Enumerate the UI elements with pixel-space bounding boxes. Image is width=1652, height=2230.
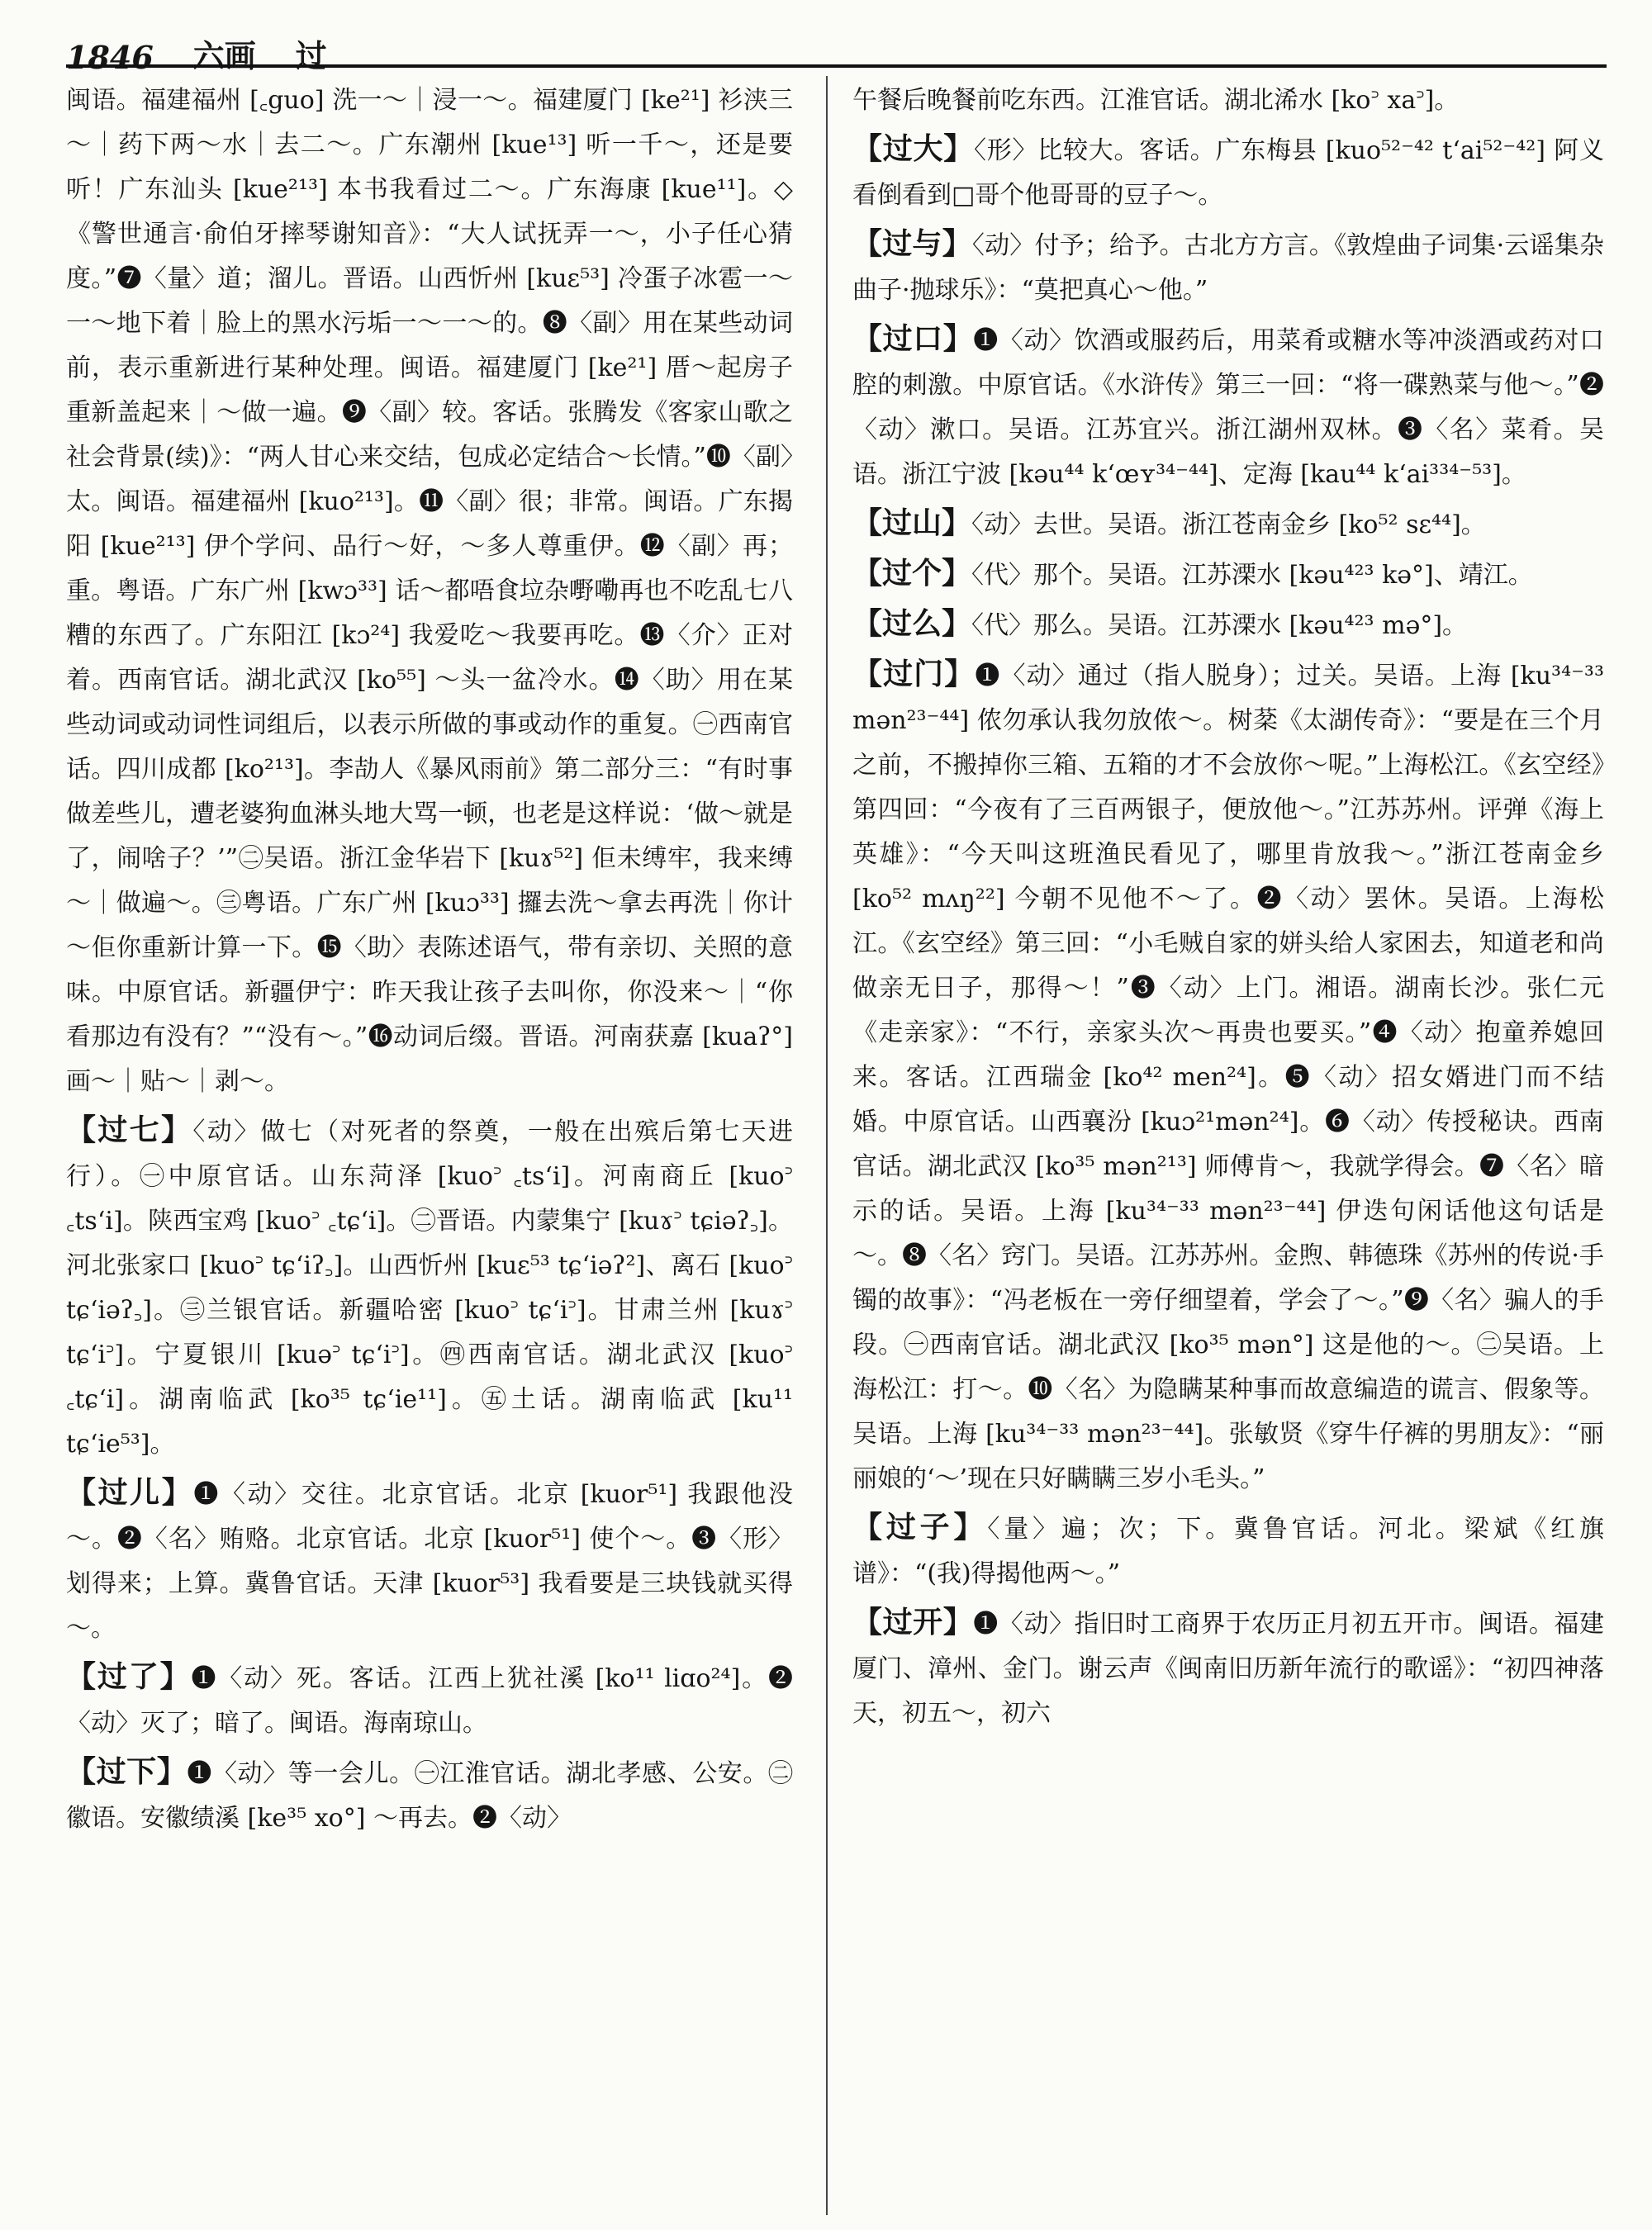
dictionary-entry <box>852 316 1604 497</box>
right-column <box>852 76 1604 2223</box>
header-character: 过 <box>295 37 327 74</box>
entry-headword: 【过下】 <box>66 1754 188 1789</box>
dictionary-entry <box>852 221 1604 313</box>
entry-text: 闽语。福建福州 [꜀guo] 洗一～｜浸一～。福建厦门 [ke²¹] 衫浃三～｜药下两～水｜去二～。广东潮州 [kue¹³] 听一千～，还是要听！广东汕头 [kue²¹³] 本书我看过二～。广东海康 [kue¹¹]。◇《警世通言·俞伯牙摔琴谢知音》：“大人试抚弄一～，小子任心猜度。”❼〈量〉道；溜儿。晋语。山西忻州 [kuɛ⁵³] 冷蛋子冰雹一～一～地下着｜脸上的黑水污垢一～一～的。❽〈副〉用在某些动词前，表示重新进行某种处理。闽语。福建厦门 [ke²¹] 厝～起房子重新盖起来｜～做一遍。❾〈副〉较。客话。张腾发《客家山歌之社会背景(续)》：“两人甘心来交结，包成必定结合～长情。”❿〈副〉太。闽语。福建福州 [kuo²¹³]。⓫〈副〉很；非常。闽语。广东揭阳 [kue²¹³] 伊个学问、品行～好，～多人尊重伊。⓬〈副〉再；重。粤语。广东广州 [kwɔ³³] 话～都唔食垃杂嘢嘞再也不吃乱七八糟的东西了。广东阳江 [kɔ²⁴] 我爱吃～我要再吃。⓭〈介〉正对着。西南官话。湖北武汉 [ko⁵⁵] ～头一盆冷水。⓮〈助〉用在某些动词或动词性词组后，以表示所做的事或动作的重复。㊀西南官话。四川成都 [ko²¹³]。李劼人《暴风雨前》第二部分三：“有时事做差些儿，遭老婆狗血淋头地大骂一顿，也老是这样说：‘做～就是了，闹啥子？’”㊁吴语。浙江金华岩下 [kuɤ⁵²] 佢未缚牢，我来缚～｜做遍～。㊂粤语。广东广州 [kuɔ³³] 攞去洗～拿去再洗｜你计～佢你重新计算一下。⓯〈助〉表陈述语气，带有亲切、关照的意味。中原官话。新疆伊宁：昨天我让孩子去叫你，你没来～｜“你看那边有没有？”“没有～。”⓰动词后缀。晋语。河南获嘉 [kuaʔ°] 画～｜贴～｜剥～。 <box>66 86 793 1096</box>
section-label: 六画 <box>192 37 256 74</box>
dictionary-entry <box>852 1600 1604 1736</box>
entry-headword: 【过门】 <box>852 657 976 691</box>
dictionary-entry <box>852 76 1604 123</box>
entry-text: ❶〈动〉饮酒或服药后，用菜肴或糖水等冲淡酒或药对口腔的刺激。中原官话。《水浒传》第三一回：“将一碟熟菜与他～。”❷〈动〉漱口。吴语。江苏宜兴。浙江湖州双林。❸〈名〉菜肴。吴语。浙江宁波 [kəu⁴⁴ kʻœʏ³⁴⁻⁴⁴]、定海 [kau⁴⁴ kʻai³³⁴⁻⁵³]。 <box>852 326 1604 489</box>
entry-headword: 【过山】 <box>852 505 972 540</box>
entry-text: 〈动〉付予；给予。古北方方言。《敦煌曲子词集·云谣集杂曲子·抛球乐》：“莫把真心～他。” <box>852 231 1604 305</box>
dictionary-entry <box>66 76 793 1104</box>
entry-text: ❶〈动〉通过（指人脱身）；过关。吴语。上海 [ku³⁴⁻³³ mən²³⁻⁴⁴] 侬勿承认我勿放侬～。树棻《太湖传奇》：“要是在三个月之前，不搬掉你三箱、五箱的才不会放你～呢。”上海松江。《玄空经》第四回：“今夜有了三百两银子，便放他～。”江苏苏州。评弹《海上英雄》：“今天叫这班渔民看见了，哪里肯放我～。”浙江苍南金乡 [ko⁵² mʌŋ²²] 今朝不见他不～了。❷〈动〉罢休。吴语。上海松江。《玄空经》第三回：“小毛贼自家的姘头给人家困去，知道老和尚做亲无日子，那得～！”❸〈动〉上门。湘语。湖南长沙。张仁元《走亲家》：“不行，亲家头次～再贵也要买。”❹〈动〉抱童养媳回来。客话。江西瑞金 [ko⁴² men²⁴]。❺〈动〉招女婿进门而不结婚。中原官话。山西襄汾 [kuɔ²¹mən²⁴]。❻〈动〉传授秘诀。西南官话。湖北武汉 [ko³⁵ mən²¹³] 师傅肯～，我就学得会。❼〈名〉暗示的话。吴语。上海 [ku³⁴⁻³³ mən²³⁻⁴⁴] 伊迭句闲话他这句话是～。❽〈名〉窍门。吴语。江苏苏州。金煦、韩德珠《苏州的传说·手镯的故事》：“冯老板在一旁仔细望着，学会了～。”❾〈名〉骗人的手段。㊀西南官话。湖北武汉 [ko³⁵ mən°] 这是他的～。㊁吴语。上海松江：打～。❿〈名〉为隐瞒某种事而故意编造的谎言、假象等。吴语。上海 [ku³⁴⁻³³ mən²³⁻⁴⁴]。张敏贤《穿牛仔裤的男朋友》：“丽丽娘的‘～’现在只好瞒瞒三岁小毛头。” <box>852 662 1604 1493</box>
entry-headword: 【过子】 <box>852 1510 988 1544</box>
entry-text: 〈动〉去世。吴语。浙江苍南金乡 [ko⁵² sɛ⁴⁴]。 <box>971 510 1486 539</box>
dictionary-entry <box>852 551 1604 598</box>
dictionary-entry <box>66 1749 793 1841</box>
entry-text: ❶〈动〉死。客话。江西上犹社溪 [ko¹¹ liɑo²⁴]。❷〈动〉灭了；暗了。闽语。海南琼山。 <box>66 1664 793 1738</box>
entry-text: ❶〈动〉交往。北京官话。北京 [kuor⁵¹] 我跟他没～。❷〈名〉贿赂。北京官话。北京 [kuor⁵¹] 使个～。❸〈形〉划得来；上算。冀鲁官话。天津 [kuor⁵³] 我看要是三块钱就买得～。 <box>66 1480 793 1643</box>
entry-headword: 【过个】 <box>852 556 972 591</box>
entry-text: ❶〈动〉等一会儿。㊀江淮官话。湖北孝感、公安。㊁徽语。安徽绩溪 [ke³⁵ xo°] ～再去。❷〈动〉 <box>66 1759 793 1833</box>
dictionary-entry <box>66 1470 793 1651</box>
left-column <box>66 76 793 2223</box>
dictionary-entry <box>852 501 1604 548</box>
header-rule <box>66 64 1607 68</box>
entry-headword: 【过七】 <box>66 1113 193 1147</box>
dictionary-entry <box>66 1108 793 1467</box>
page-number: 1846 <box>66 39 154 76</box>
column-divider <box>826 76 828 2215</box>
entry-text: ❶〈动〉指旧时工商界于农历正月初五开市。闽语。福建厦门、漳州、金门。谢云声《闽南旧历新年流行的歌谣》：“初四神落天，初五～，初六 <box>852 1610 1604 1728</box>
entry-text: 午餐后晚餐前吃东西。江淮官话。湖北浠水 [ko꜄ xa꜄]。 <box>852 86 1460 115</box>
dictionary-entry <box>852 601 1604 648</box>
entry-text: 〈形〉比较大。客话。广东梅县 [kuo⁵²⁻⁴² tʻai⁵²⁻⁴²] 阿义看倒看到□哥个他哥哥的豆子～。 <box>852 136 1604 210</box>
entry-headword: 【过了】 <box>66 1659 192 1694</box>
dictionary-entry <box>852 126 1604 218</box>
entry-headword: 【过么】 <box>852 606 972 641</box>
entry-text: 〈动〉做七（对死者的祭奠，一般在出殡后第七天进行）。㊀中原官话。山东菏泽 [kuo꜄ ꜀tsʻi]。河南商丘 [kuo꜄ ꜀tsʻi]。陕西宝鸡 [kuo꜄ ꜀tɕʻi]。㊁晋语。内蒙集宁 [kuɤ꜄ tɕiəʔ꜆]。河北张家口 [kuo꜄ tɕʻiʔ꜆]。山西忻州 [kuɛ⁵³ tɕʻiəʔ²]、离石 [kuo꜄ tɕʻiəʔ꜆]。㊂兰银官话。新疆哈密 [kuo꜄ tɕʻi꜄]。甘肃兰州 [kuɤ꜄ tɕʻi꜄]。宁夏银川 [kuə꜄ tɕʻi꜄]。㊃西南官话。湖北武汉 [kuo꜄ ꜀tɕʻi]。湖南临武 [ko³⁵ tɕʻie¹¹]。㊄土话。湖南临武 [ku¹¹ tɕʻie⁵³]。 <box>66 1117 793 1459</box>
dictionary-entry <box>852 652 1604 1502</box>
dictionary-entry <box>852 1505 1604 1597</box>
entry-headword: 【过儿】 <box>66 1475 194 1510</box>
entry-text: 〈量〉遍；次；下。冀鲁官话。河北。梁斌《红旗谱》：“(我)得揭他两～。” <box>852 1515 1604 1588</box>
entry-headword: 【过大】 <box>852 131 974 166</box>
entry-text: 〈代〉那个。吴语。江苏溧水 [kəu⁴²³ kə°]、靖江。 <box>971 561 1533 590</box>
entry-headword: 【过口】 <box>852 321 974 356</box>
entry-headword: 【过开】 <box>852 1605 974 1639</box>
entry-text: 〈代〉那么。吴语。江苏溧水 [kəu⁴²³ mə°]。 <box>971 611 1468 640</box>
entry-headword: 【过与】 <box>852 226 972 261</box>
dictionary-entry <box>66 1654 793 1746</box>
